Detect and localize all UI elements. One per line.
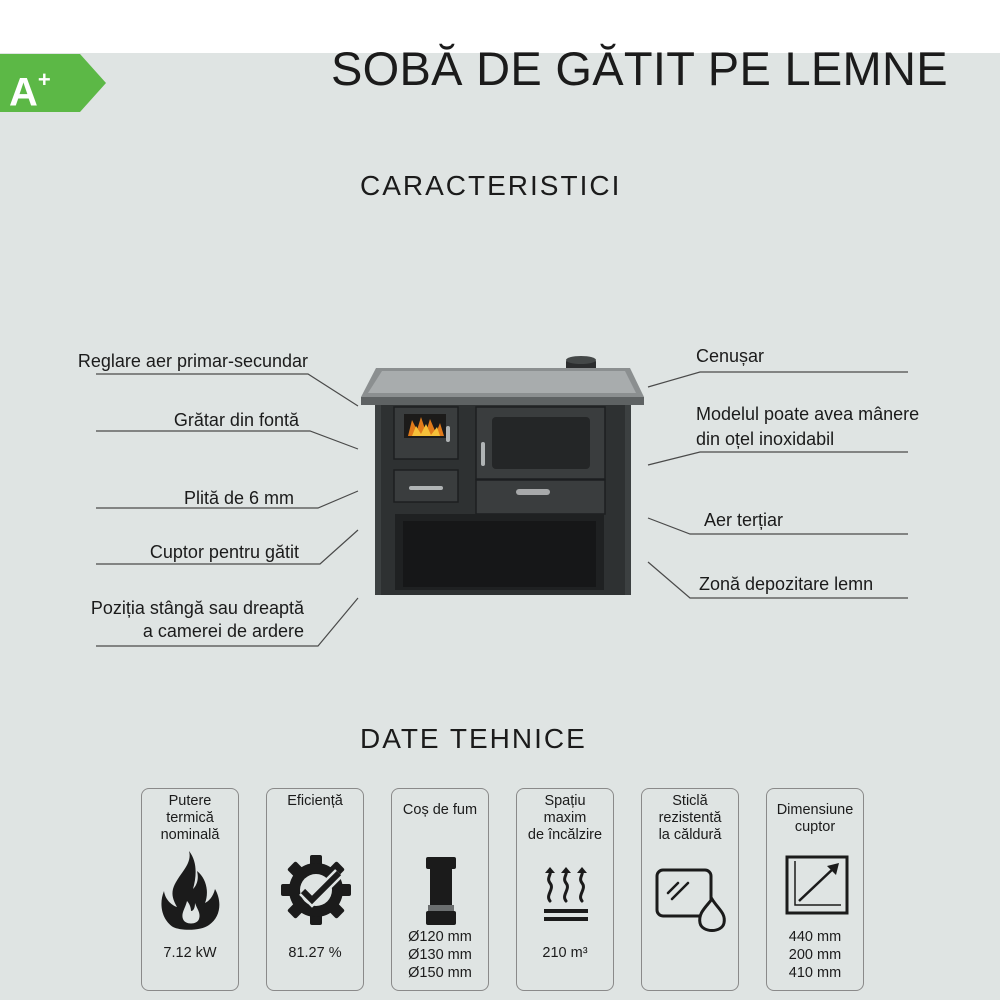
spec-title-line: cuptor — [794, 819, 836, 835]
spec-title-line: Spațiu — [544, 793, 586, 809]
feature-cast-iron-grate: Grătar din fontă — [173, 410, 299, 430]
heat-waves-icon — [542, 867, 590, 925]
spec-title-line: Sticlă — [672, 793, 708, 809]
feature-handles-line1: Modelul poate avea mânere — [696, 404, 920, 424]
spec-title — [142, 793, 238, 844]
spec-values — [767, 928, 863, 982]
spec-values — [392, 928, 488, 982]
spec-card-oven-dimensions — [766, 788, 864, 991]
page-title: SOBĂ DE GĂTIT PE LEMNE — [331, 42, 948, 96]
spec-value: 7.12 kW — [163, 945, 217, 961]
spec-value: Ø150 mm — [408, 965, 472, 981]
feature-firebox-position-line2: a camerei de ardere — [142, 621, 304, 641]
spec-value: 410 mm — [788, 965, 842, 981]
feature-hob-thickness: Plită de 6 mm — [183, 488, 294, 508]
feature-tertiary-air: Aer terțiar — [704, 510, 784, 530]
feature-ash-pan: Cenușar — [696, 346, 765, 366]
spec-title-line: termică — [166, 810, 214, 826]
spec-title-line: Coș de fum — [402, 802, 478, 818]
feature-wood-storage: Zonă depozitare lemn — [699, 574, 874, 594]
spec-values — [267, 944, 363, 962]
spec-card-efficiency — [266, 788, 364, 991]
spec-title-line: Putere — [168, 793, 212, 809]
energy-class-plus: + — [37, 67, 51, 92]
spec-card-heating-space — [516, 788, 614, 991]
spec-title-line: Eficiență — [287, 793, 343, 809]
technical-data-heading: DATE TEHNICE — [360, 723, 587, 754]
spec-title-line: la căldură — [658, 827, 722, 843]
spec-title — [517, 793, 613, 844]
characteristics-heading: CARACTERISTICI — [360, 170, 622, 201]
spec-title — [767, 802, 863, 836]
spec-values — [142, 944, 238, 962]
flame-icon — [159, 849, 223, 931]
spec-value: Ø130 mm — [408, 947, 472, 963]
spec-title — [267, 793, 363, 810]
energy-class-letter: A — [9, 70, 38, 115]
feature-handles-line2: din oțel inoxidabil — [696, 429, 835, 449]
spec-value: 210 m³ — [542, 945, 588, 961]
stove-oven-window — [492, 417, 590, 469]
feature-firebox-position-line1: Poziția stângă sau dreaptă — [90, 598, 304, 618]
stove-tertiary-air-drawer — [476, 480, 605, 514]
feature-air-regulation: Reglare aer primar-secundar — [77, 351, 308, 371]
spec-title-line: nominală — [160, 827, 220, 843]
chimney-pipe-icon — [424, 857, 458, 927]
spec-title — [642, 793, 738, 844]
heat-resistant-glass-icon — [654, 867, 730, 937]
spec-value: 81.27 % — [288, 945, 342, 961]
feature-cooking-oven: Cuptor pentru gătit — [149, 542, 299, 562]
spec-title-line: maxim — [543, 810, 587, 826]
spec-values — [517, 944, 613, 962]
spec-title-line: de încălzire — [527, 827, 603, 843]
spec-title — [392, 802, 488, 819]
spec-card-chimney — [391, 788, 489, 991]
spec-title-line: Dimensiune — [776, 802, 854, 818]
efficiency-gear-icon — [279, 853, 353, 927]
spec-value: 200 mm — [788, 947, 842, 963]
oven-dimension-icon — [785, 855, 849, 915]
spec-value: Ø120 mm — [408, 929, 472, 945]
spec-card-thermal-power — [141, 788, 239, 991]
spec-card-glass — [641, 788, 739, 991]
spec-title-line: rezistentă — [658, 810, 722, 826]
spec-value: 440 mm — [788, 929, 842, 945]
